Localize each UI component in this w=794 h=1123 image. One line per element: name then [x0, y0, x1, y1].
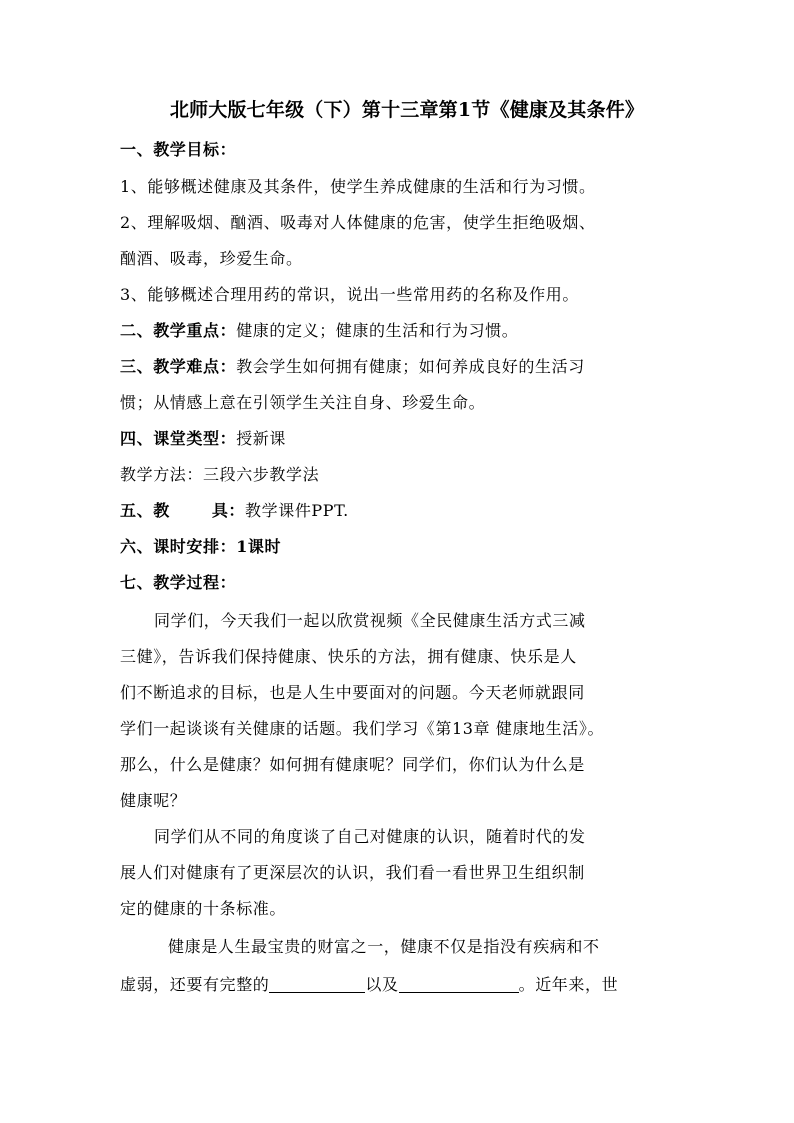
paragraph-1-line-6: 健康呢？: [120, 791, 187, 810]
paragraph-1-line-4: 学们一起谈谈有关健康的话题。我们学习《第13章 健康地生活》。: [120, 719, 605, 738]
paragraph-1-line-3: 们不断追求的目标，也是人生中要面对的问题。今天老师就跟同: [120, 683, 585, 702]
section-key-points: [120, 317, 680, 345]
fill-in-blank-2[interactable]: [399, 974, 519, 993]
difficulties-text-2: 惯；从情感上意在引领学生关注自身、珍爱生命。: [120, 393, 486, 412]
paragraph-3-line-1: 健康是人生最宝贵的财富之一，健康不仅是指没有疾病和不: [168, 937, 600, 956]
paragraph-3-line-2: [120, 971, 680, 999]
paragraph-2-line-1: 同学们从不同的角度谈了自己对健康的认识，随着时代的发: [154, 827, 586, 846]
paragraph-1-line-1: 同学们，今天我们一起以欣赏视频《全民健康生活方式三减: [154, 611, 586, 630]
section-teaching-tools: [120, 497, 680, 525]
class-type-text: 授新课: [236, 429, 287, 448]
paragraph-2-line-3: 定的健康的十条标准。: [120, 899, 287, 918]
section-class-type: [120, 425, 680, 453]
paragraph-1-line-5: 那么，什么是健康？如何拥有健康呢？同学们，你们认为什么是: [120, 755, 585, 774]
section-teaching-process: 七、教学过程：: [120, 573, 237, 592]
tools-text: 教学课件PPT.: [245, 501, 349, 520]
goal-3: 3、能够概述合理用药的常识，说出一些常用药的名称及作用。: [120, 285, 579, 304]
fill-in-blank-1[interactable]: [269, 974, 365, 993]
goal-2-line-1: 2、理解吸烟、酗酒、吸毒对人体健康的危害，使学生拒绝吸烟、: [120, 213, 596, 232]
paragraph-3-text-b: 以及: [365, 975, 399, 994]
paragraph-3-text-c: 。近年来，世: [518, 975, 619, 994]
difficulties-label: 三、教学难点：: [120, 357, 237, 376]
tools-label-part-2: 具：: [211, 501, 246, 520]
section-schedule: 六、课时安排：1课时: [120, 537, 282, 556]
difficulties-text-1: 教会学生如何拥有健康；如何养成良好的生活习: [236, 357, 585, 376]
paragraph-3-text-a: 虚弱，还要有完整的: [120, 975, 270, 994]
key-points-text: 健康的定义；健康的生活和行为习惯。: [236, 321, 519, 340]
tools-label-part-1: 五、教: [120, 501, 170, 520]
paragraph-1-line-2: 三健》，告诉我们保持健康、快乐的方法，拥有健康、快乐是人: [120, 647, 577, 666]
goal-2-line-2: 酗酒、吸毒，珍爱生命。: [120, 249, 303, 268]
section-difficulties: [120, 353, 680, 381]
document-title: 北师大版七年级（下）第十三章第1节《健康及其条件》: [169, 99, 645, 121]
class-type-label: 四、课堂类型：: [120, 429, 237, 448]
teaching-method: 教学方法：三段六步教学法: [120, 465, 320, 484]
goal-1: 1、能够概述健康及其条件，使学生养成健康的生活和行为习惯。: [120, 177, 596, 196]
paragraph-2-line-2: 展人们对健康有了更深层次的认识，我们看一看世界卫生组织制: [120, 863, 585, 882]
key-points-label: 二、教学重点：: [120, 321, 237, 340]
section-heading-teaching-goals: 一、教学目标：: [120, 140, 237, 159]
